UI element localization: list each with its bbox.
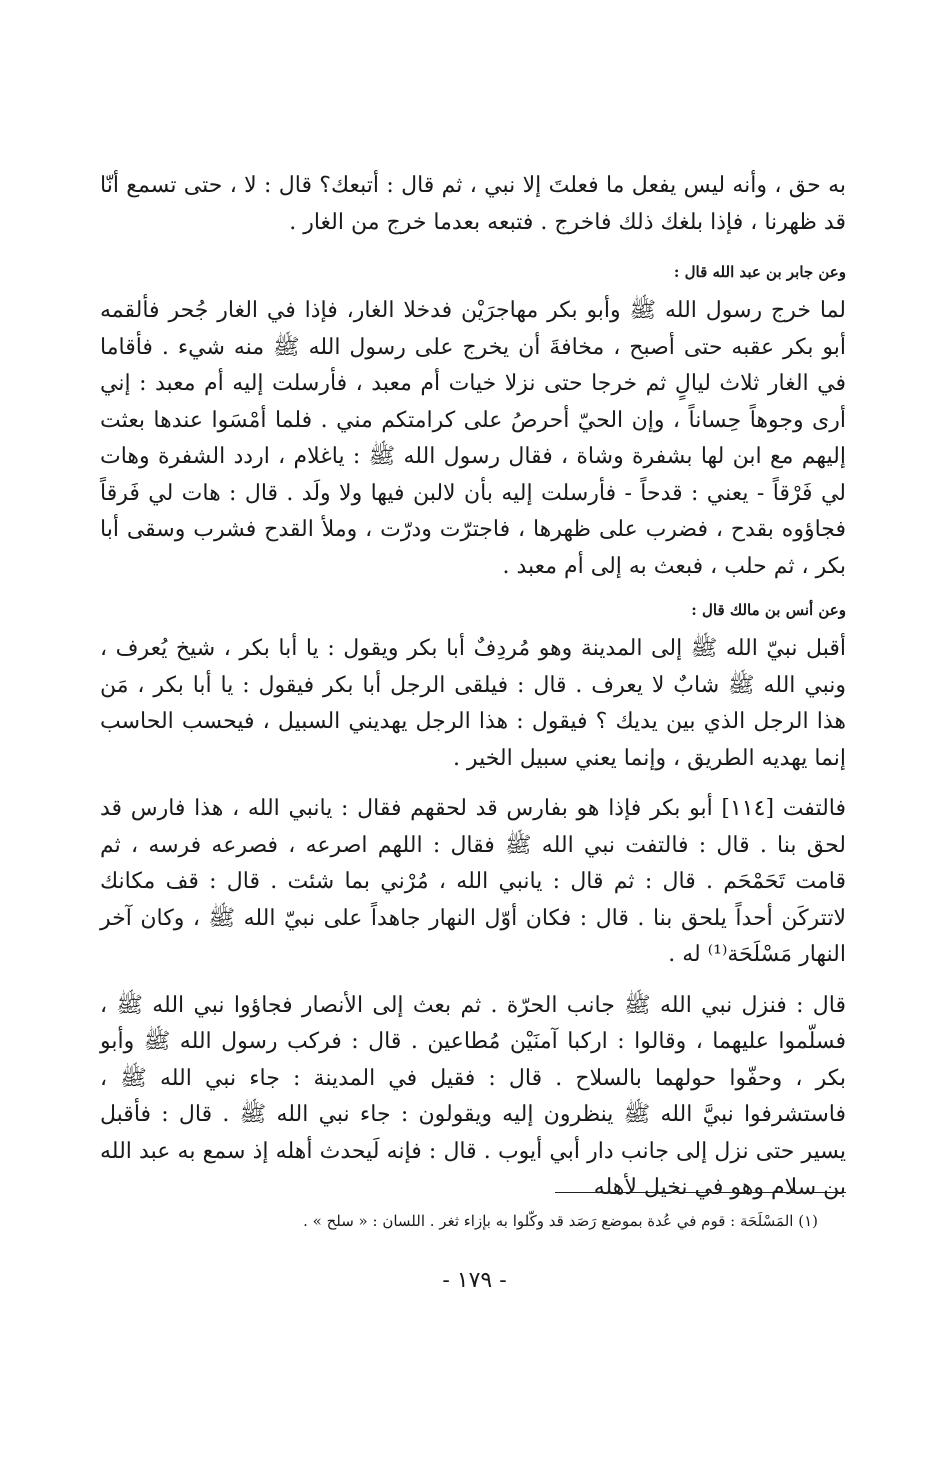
narration-heading-anas: وعن أنس بن مالك قال : [691,601,846,619]
footnote: (١) المَسْلَحَة : قوم في عُدة بموضع رَصَد قد وكّلوا به بإزاء ثغر . اللسان : « سلح » . [303,1212,818,1230]
paragraph-5: قال : فنزل نبي الله ﷺ جانب الحرّة . ثم بعث إلى الأنصار فجاؤوا نبي الله ﷺ ، فسلّموا عليهما ، وقالوا : اركبا آمنَيْن مُطاعين . قال : فركب رسول الله ﷺ وأبو بكر ، وحفّوا حولهما بالسلاح . قال : فقيل في المدينة : جاء نبي الله ﷺ ، فاستشرفوا نبيَّ الله ﷺ ينظرون إليه ويقولون : جاء نبي الله ﷺ . قال : فأقبل يسير حتى نزل إلى جانب دار أبي أيوب . قال : فإنه لَيحدث أهله إذ سمع به عبد الله بن سلام وهو في نخيل لأهله [100,992,846,1200]
paragraph-4: فالتفت [١١٤] أبو بكر فإذا هو بفارس قد لحقهم فقال : يانبي الله ، هذا فارس قد لحق بنا . قال : فالتفت نبي الله ﷺ فقال : اللهم اصرعه ، فصرعه فرسه ، ثم قامت تَحَمْحَم . قال : ثم قال : يانبي الله ، مُرْني بما شئت . قال : قف مكانك لاتتركَن أحداً يلحق بنا . قال : فكان أوّل النهار جاهداً على نبيّ الله ﷺ ، وكان آخر النهار مَسْلَحَة⁽¹⁾ له . [100,796,846,967]
paragraph-3: أقبل نبيّ الله ﷺ إلى المدينة وهو مُردِفٌ أبا بكر ويقول : يا أبا بكر ، شيخ يُعرف ، ونبي الله ﷺ شابٌ لا يعرف . قال : فيلقى الرجل أبا بكر فيقول : يا أبا بكر ، مَن هذا الرجل الذي بين يديك ؟ فيقول : هذا الرجل يهديني السبيل ، فيحسب الحاسب إنما يهديه الطريق ، وإنما يعني سبيل الخير . [100,636,846,771]
paragraph-1: به حق ، وأنه ليس يفعل ما فعلتَ إلا نبي ، ثم قال : أتبعك؟ قال : لا ، حتى تسمع أنّا قد ظهرنا ، فإذا بلغك ذلك فاخرج . فتبعه بعدما خرج من الغار . [100,173,846,235]
narration-heading-jabir: وعن جابر بن عبد الله قال : [673,263,846,281]
page-body [100,168,846,1207]
footnote-separator [555,1192,846,1193]
page-number: - ١٧٩ - [442,1268,507,1293]
paragraph-2: لما خرج رسول الله ﷺ وأبو بكر مهاجرَيْن فدخلا الغار، فإذا في الغار جُحر فألقمه أبو بكر عقبه حتى أصبح ، مخافةَ أن يخرج على رسول الله ﷺ منه شيء . فأقاما في الغار ثلاث ليالٍ ثم خرجا حتى نزلا خيات أم معبد ، فأرسلت إليه أم معبد : إني أرى وجوهاً حِساناً ، وإن الحيّ أحرصُ على كرامتكم مني . فلما أمْسَوا عندها بعثت إليهم مع ابن لها بشفرة وشاة ، فقال رسول الله ﷺ : ياغلام ، اردد الشفرة وهات لي فَرْقاً - يعني : قدحاً - فأرسلت إليه بأن لالبن فيها ولا ولَد . قال : هات لي فَرقاً فجاؤوه بقدح ، فضرب على ظهرها ، فاجترّت ودرّت ، وملأ القدح فشرب وسقى أبا بكر ، ثم حلب ، فبعث به إلى أم معبد . [100,298,846,579]
